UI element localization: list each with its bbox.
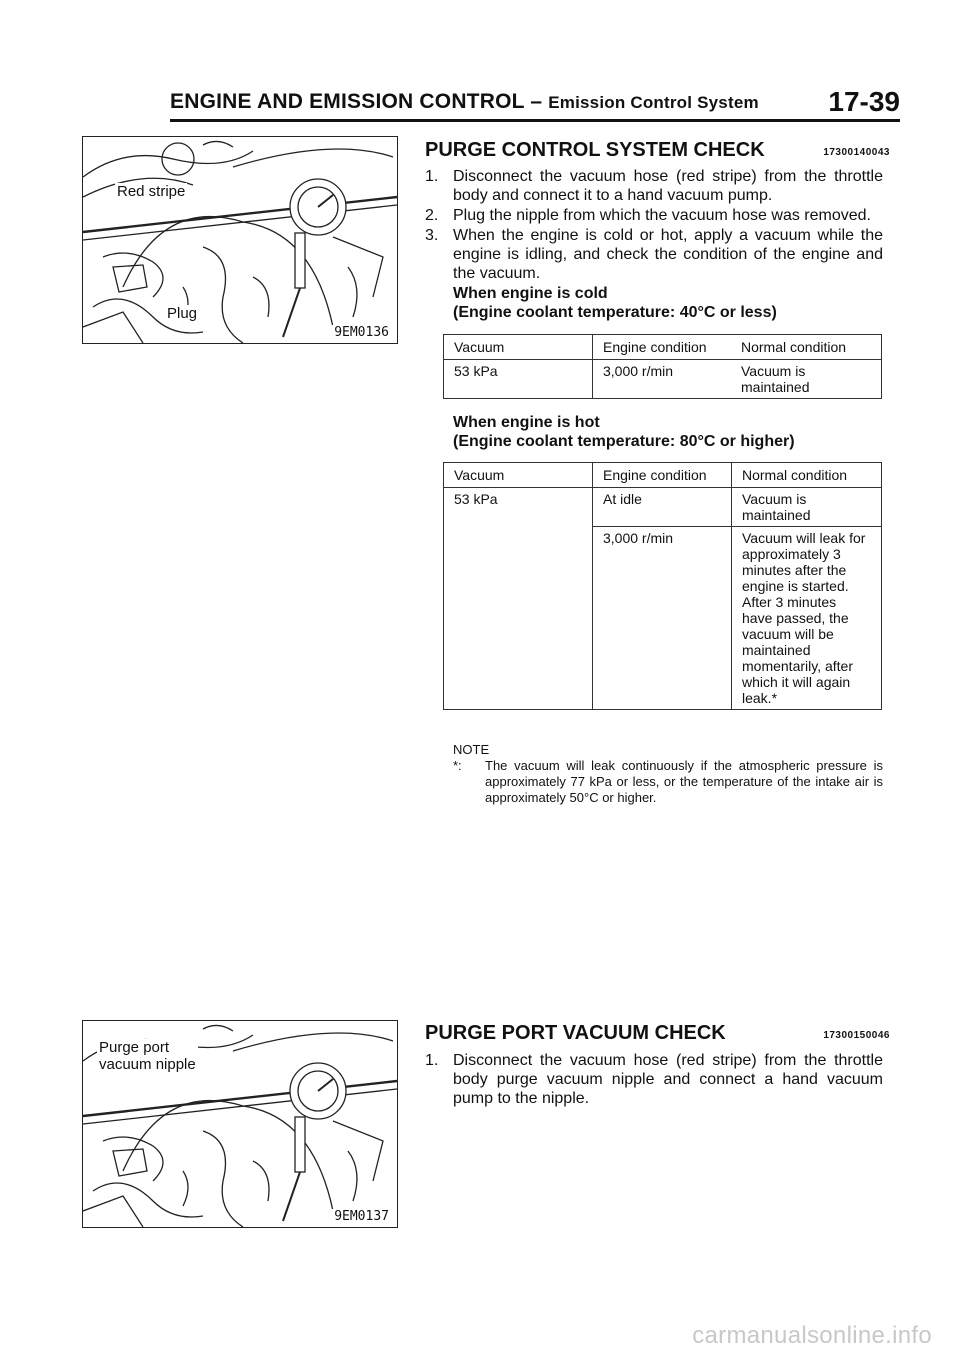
page-header xyxy=(170,88,900,122)
figure2-label-line2: vacuum nipple xyxy=(99,1056,196,1073)
watermark: carmanualsonline.info xyxy=(692,1322,932,1349)
section2-step-1 xyxy=(425,1051,883,1108)
section1-step-2 xyxy=(425,206,883,225)
header-title-main: ENGINE AND EMISSION CONTROL xyxy=(170,90,525,113)
figure1-code: 9EM0136 xyxy=(334,325,389,340)
page-number: 17-39 xyxy=(828,86,900,117)
step-text: Plug the nipple from which the vacuum hose was removed. xyxy=(453,207,871,224)
step-number: 1. xyxy=(425,168,439,185)
table-cell: 3,000 r/min xyxy=(593,527,732,710)
header-title-dash: – xyxy=(530,90,543,113)
header-title-sub: Emission Control System xyxy=(548,93,759,112)
step-number: 2. xyxy=(425,207,439,224)
figure-purge-control-check xyxy=(82,136,398,344)
note-block xyxy=(453,742,883,806)
table-header-cell: Engine condition xyxy=(593,335,732,360)
cold-heading-line2: (Engine coolant temperature: 40°C or less) xyxy=(453,304,777,321)
hot-spec-table xyxy=(443,462,882,710)
cold-condition-heading xyxy=(453,284,777,322)
table-cell: At idle xyxy=(593,488,732,527)
section2-steps xyxy=(425,1051,883,1109)
header-rule xyxy=(170,119,900,122)
table-cell: Vacuum will leak for approximately 3 minutes after the engine is started. After 3 minutes have passed, the vacuum will be maintained momentarily, after which it will again leak.* xyxy=(732,527,882,710)
table-cell: 53 kPa xyxy=(444,360,593,399)
step-number: 3. xyxy=(425,227,439,244)
step-text: When the engine is cold or hot, apply a vacuum while the engine is idling, and check the condition of the engine and the vacuum. xyxy=(453,227,883,282)
table-header-row xyxy=(444,463,882,488)
hot-condition-heading xyxy=(453,413,795,451)
note-text: The vacuum will leak continuously if the atmospheric pressure is approximately 77 kPa or less, or the temperature of the intake air is approximately 50°C or higher. xyxy=(485,758,883,805)
table-cell: 3,000 r/min xyxy=(593,360,732,399)
step-text: Disconnect the vacuum hose (red stripe) from the throttle body purge vacuum nipple and connect a hand vacuum pump to the nipple. xyxy=(453,1052,883,1107)
figure1-label-red-stripe: Red stripe xyxy=(117,183,186,200)
table-cell: Vacuum is maintained xyxy=(732,488,882,527)
section1-title: PURGE CONTROL SYSTEM CHECK xyxy=(425,139,765,161)
figure-purge-port-check xyxy=(82,1020,398,1228)
cold-spec-table xyxy=(443,334,882,399)
table-header-cell: Vacuum xyxy=(444,335,593,360)
note-body xyxy=(453,758,883,806)
figure2-label xyxy=(97,1039,198,1073)
note-mark: *: xyxy=(453,758,462,773)
hot-heading-line2: (Engine coolant temperature: 80°C or higher) xyxy=(453,433,795,450)
figure1-label-plug: Plug xyxy=(167,305,198,322)
table-cell: Vacuum is maintained xyxy=(731,360,882,399)
figure2-label-line1: Purge port xyxy=(99,1039,170,1056)
section1-step-3 xyxy=(425,226,883,283)
engine-vacuum-gauge-illustration xyxy=(83,137,397,343)
section1-code: 17300140043 xyxy=(823,147,890,158)
table-header-row xyxy=(444,335,882,360)
hot-heading-line1: When engine is hot xyxy=(453,414,600,431)
table-row xyxy=(444,488,882,527)
table-header-cell: Vacuum xyxy=(444,463,593,488)
note-label: NOTE xyxy=(453,742,490,757)
section1-step-1 xyxy=(425,167,883,205)
section1-steps xyxy=(425,167,883,284)
step-text: Disconnect the vacuum hose (red stripe) from the throttle body and connect it to a hand vacuum pump. xyxy=(453,168,883,204)
section2-code: 17300150046 xyxy=(823,1030,890,1041)
figure2-code: 9EM0137 xyxy=(334,1209,389,1224)
section2-title: PURGE PORT VACUUM CHECK xyxy=(425,1022,726,1044)
table-header-cell: Normal condition xyxy=(732,463,882,488)
header-title xyxy=(170,90,759,114)
cold-heading-line1: When engine is cold xyxy=(453,285,608,302)
table-header-cell: Engine condition xyxy=(593,463,732,488)
table-header-cell: Normal condition xyxy=(731,335,882,360)
table-cell: 53 kPa xyxy=(444,488,593,710)
step-number: 1. xyxy=(425,1052,439,1069)
table-row xyxy=(444,360,882,399)
